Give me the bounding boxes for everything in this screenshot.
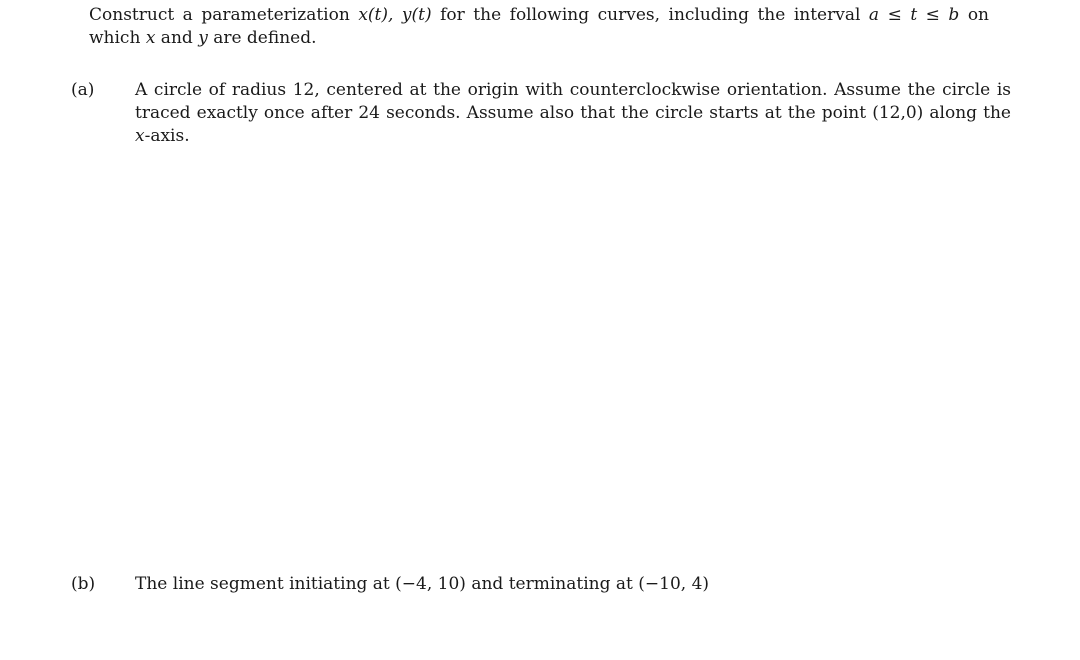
part-a-text-2: -axis. [144,126,190,146]
intro-math-xy: x(t), y(t) [358,5,432,25]
intro-text-1: Construct a parameterization [89,5,359,25]
intro-math-x: x [145,28,156,48]
intro-text-2: for the following curves, including the interval [431,5,869,25]
intro-text-5: are defined. [207,28,317,48]
part-b [71,573,1011,596]
intro-text-3: on which [89,5,990,48]
part-b-math-end: (−10, 4) [638,574,710,594]
part-b-text-2: and terminating at [465,574,639,594]
part-a [71,79,1011,148]
part-a-label: (a) [71,80,95,100]
part-a-text-1: A circle of radius 12, centered at the origin with counterclockwise orientation. Assume the circle is traced exactly once after 24 seconds. Assume also that the circle starts at the point (12,0) along the [135,80,1011,123]
part-a-math-x: x [135,126,145,146]
problem-intro [89,4,989,50]
part-b-label: (b) [71,574,96,594]
intro-text-4: and [155,28,199,48]
part-b-text-1: The line segment initiating at [135,574,396,594]
intro-math-interval: a ≤ t ≤ b [868,5,960,25]
part-b-math-start: (−4, 10) [395,574,466,594]
intro-math-y: y [198,28,208,48]
